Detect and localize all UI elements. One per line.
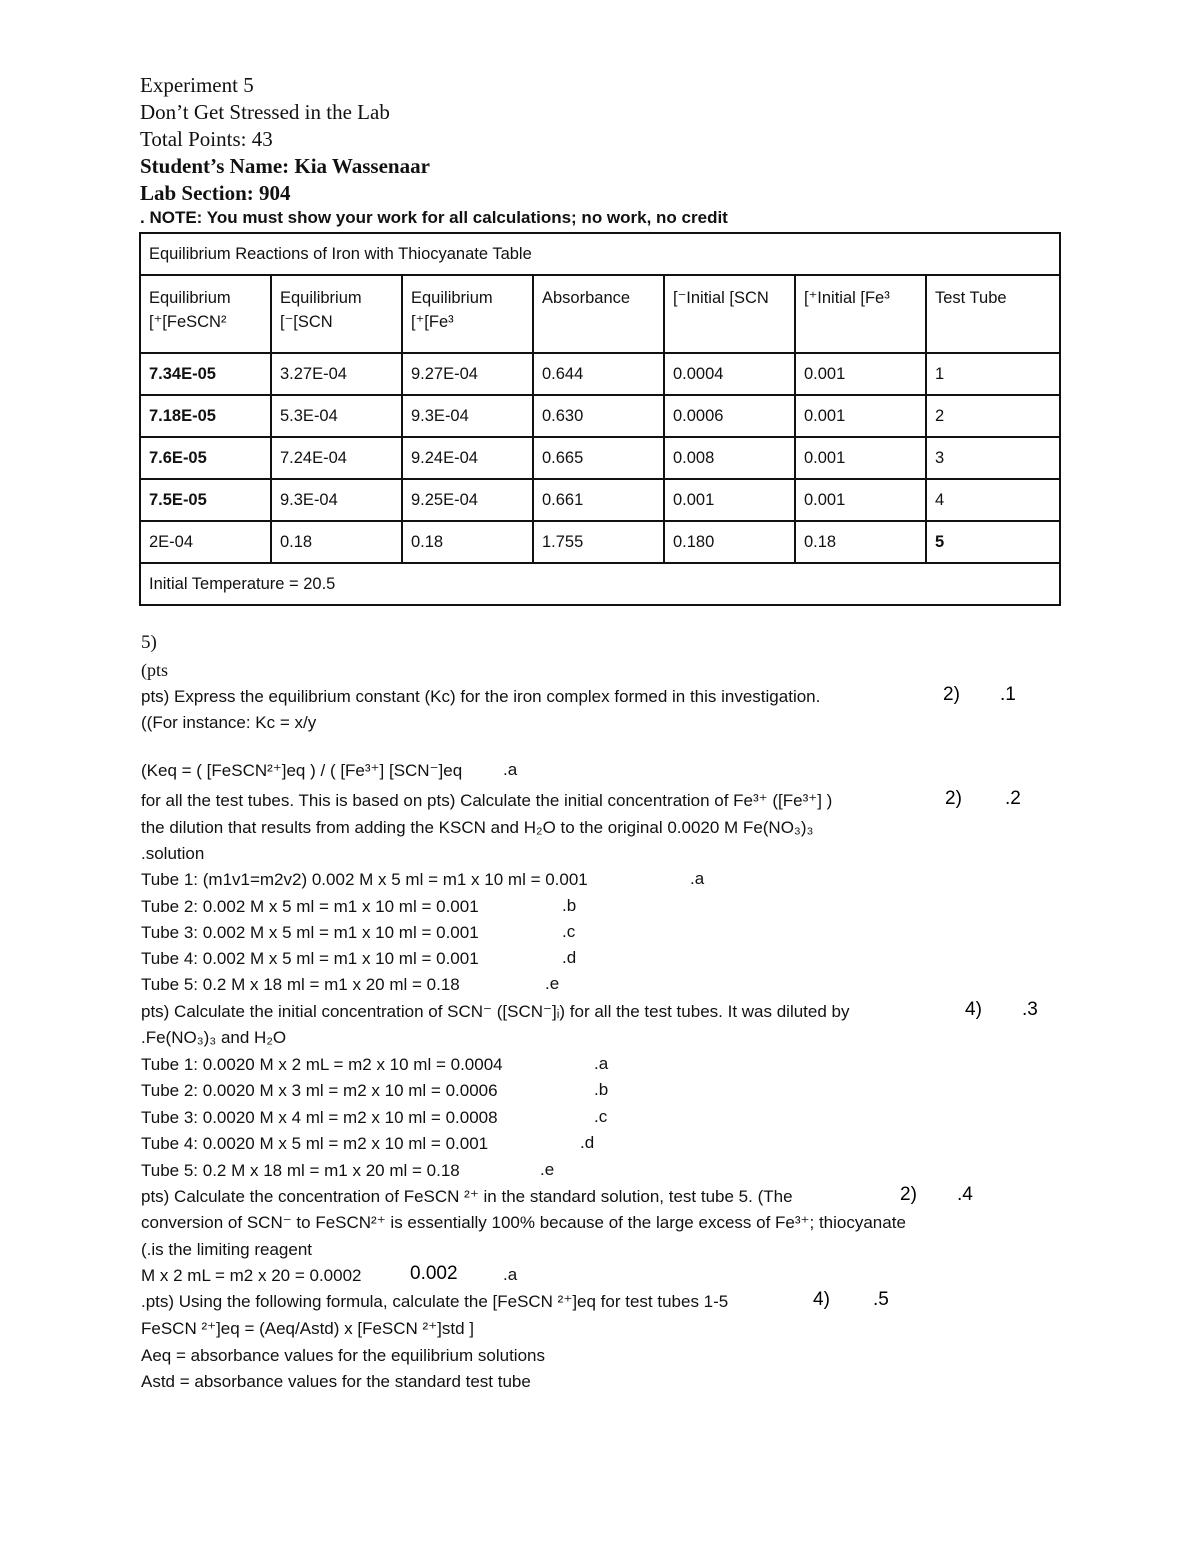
table-cell: 0.001: [664, 479, 795, 521]
formula: FeSCN ²⁺]eq = (Aeq/Astd) x [FeSCN ²⁺]std ]: [141, 1319, 475, 1338]
table-cell: 0.18: [795, 521, 926, 563]
fe-tube-2: Tube 2: 0.002 M x 5 ml = m1 x 10 ml = 0.001: [141, 897, 479, 916]
header-line: [⁺Initial [Fe³: [804, 289, 890, 307]
table-row: [140, 437, 1060, 479]
table-cell: 2: [926, 395, 1060, 437]
keq-expression: (Keq = ( [FeSCN²⁺]eq ) / ( [Fe³⁺] [SCN⁻]eq: [141, 761, 463, 780]
table-cell: 1: [926, 353, 1060, 395]
table-cell: 5.3E-04: [271, 395, 402, 437]
answer-letter: .a: [503, 760, 518, 779]
table-cell: 7.6E-05: [140, 437, 271, 479]
table-cell: 9.3E-04: [271, 479, 402, 521]
question-4-text: pts) Calculate the concentration of FeSCN ²⁺ in the standard solution, test tube 5. (The: [141, 1187, 793, 1206]
answer-letter: .c: [594, 1107, 608, 1126]
student-name: Student’s Name: Kia Wassenaar: [140, 154, 430, 178]
table-cell: 4: [926, 479, 1060, 521]
fe-tube-5: Tube 5: 0.2 M x 18 ml = m1 x 20 ml = 0.18: [141, 975, 460, 994]
table-title-row: [140, 233, 1060, 275]
table-title: Equilibrium Reactions of Iron with Thiocyanate Table: [140, 233, 1060, 275]
column-header: [402, 275, 533, 353]
table-cell: 7.5E-05: [140, 479, 271, 521]
table-row: [140, 521, 1060, 563]
table-cell: 3: [926, 437, 1060, 479]
table-cell: 0.661: [533, 479, 664, 521]
question-4-points: 2): [900, 1184, 917, 1205]
question-1-number: .1: [1000, 684, 1016, 705]
table-header-row: [140, 275, 1060, 353]
table-cell: 9.25E-04: [402, 479, 533, 521]
question-3-number: .3: [1022, 999, 1038, 1020]
answer-letter: .c: [562, 922, 576, 941]
total-points: Total Points: 43: [140, 127, 273, 151]
question-2-points: 2): [945, 788, 962, 809]
header-line: [⁺[Fe³: [411, 313, 454, 331]
fe-tube-3: Tube 3: 0.002 M x 5 ml = m1 x 10 ml = 0.001: [141, 923, 479, 942]
table-cell: 0.18: [271, 521, 402, 563]
table-row: [140, 479, 1060, 521]
question-1-text: pts) Express the equilibrium constant (Kc) for the iron complex formed in this investigation.: [141, 687, 821, 706]
question-5-points: 4): [813, 1289, 830, 1310]
table-cell: 0.0006: [664, 395, 795, 437]
answer-letter: .a: [690, 869, 705, 888]
question-2-text: for all the test tubes. This is based on pts) Calculate the initial concentration of Fe³⁺ ([Fe³⁺] ): [141, 791, 833, 810]
question-4-text-end: (.is the limiting reagent: [141, 1240, 313, 1259]
question-3-text: pts) Calculate the initial concentration of SCN⁻ ([SCN⁻]ᵢ) for all the test tubes. It was diluted by: [141, 1002, 850, 1021]
header-line: Absorbance: [542, 289, 631, 307]
table-cell: 0.001: [795, 437, 926, 479]
experiment-number: Experiment 5: [140, 73, 254, 97]
header-line: [⁻Initial [SCN: [673, 289, 769, 307]
header-line: Equilibrium: [149, 289, 231, 307]
scn-tube-5: Tube 5: 0.2 M x 18 ml = m1 x 20 ml = 0.18: [141, 1161, 460, 1180]
table-cell: 0.001: [795, 395, 926, 437]
table-cell: 9.24E-04: [402, 437, 533, 479]
fe-tube-4: Tube 4: 0.002 M x 5 ml = m1 x 10 ml = 0.001: [141, 949, 479, 968]
standard-calc: M x 2 mL = m2 x 20 = 0.0002: [141, 1266, 362, 1285]
table-row: [140, 395, 1060, 437]
question-4-text-cont: conversion of SCN⁻ to FeSCN²⁺ is essentially 100% because of the large excess of Fe³⁺; thiocyanate: [141, 1213, 906, 1232]
instance-line: ((For instance: Kc = x/y: [141, 713, 317, 732]
question-count: 5): [141, 632, 157, 653]
fe-tube-1: Tube 1: (m1v1=m2v2) 0.002 M x 5 ml = m1 x 10 ml = 0.001: [141, 870, 588, 889]
question-3-text-cont: .Fe(NO₃)₃ and H₂O: [141, 1028, 287, 1047]
table-cell: 0.001: [795, 353, 926, 395]
table-cell: 0.644: [533, 353, 664, 395]
standard-value: 0.002: [410, 1263, 458, 1284]
header-line: [⁺[FeSCN²: [149, 313, 227, 331]
table-footer-row: [140, 563, 1060, 605]
question-5-number: .5: [873, 1289, 889, 1310]
scn-tube-2: Tube 2: 0.0020 M x 3 ml = m2 x 10 ml = 0.0006: [141, 1081, 498, 1100]
table-cell: 0.630: [533, 395, 664, 437]
table-cell: 0.18: [402, 521, 533, 563]
question-4-number: .4: [957, 1184, 973, 1205]
column-header: [926, 275, 1060, 353]
table-cell: 3.27E-04: [271, 353, 402, 395]
column-header: [795, 275, 926, 353]
experiment-title: Don’t Get Stressed in the Lab: [140, 100, 390, 124]
header-line: [⁻[SCN: [280, 313, 333, 331]
answer-letter: .d: [562, 948, 577, 967]
note: . NOTE: You must show your work for all calculations; no work, no credit: [140, 208, 728, 227]
points-line: (pts: [141, 660, 168, 680]
scn-tube-4: Tube 4: 0.0020 M x 5 ml = m2 x 10 ml = 0.001: [141, 1134, 489, 1153]
table-cell: 9.27E-04: [402, 353, 533, 395]
scn-tube-3: Tube 3: 0.0020 M x 4 ml = m2 x 10 ml = 0.0008: [141, 1108, 498, 1127]
question-2-text-end: .solution: [141, 844, 205, 863]
table-cell: 0.008: [664, 437, 795, 479]
table-cell: 7.24E-04: [271, 437, 402, 479]
answer-letter: .e: [540, 1160, 555, 1179]
lab-section: Lab Section: 904: [140, 181, 291, 205]
table-cell: 1.755: [533, 521, 664, 563]
table-cell: 2E-04: [140, 521, 271, 563]
question-3-points: 4): [965, 999, 982, 1020]
initial-temperature: Initial Temperature = 20.5: [140, 563, 1060, 605]
table-cell: 0.180: [664, 521, 795, 563]
answer-letter: .b: [594, 1080, 609, 1099]
aeq-definition: Aeq = absorbance values for the equilibrium solutions: [141, 1346, 545, 1365]
question-2-number: .2: [1005, 788, 1021, 809]
question-1-points: 2): [943, 684, 960, 705]
header-line: Test Tube: [935, 289, 1007, 307]
table-cell: 9.3E-04: [402, 395, 533, 437]
header-line: Equilibrium: [411, 289, 493, 307]
table-cell: 0.001: [795, 479, 926, 521]
table-cell: 5: [926, 521, 1060, 563]
question-2-text-cont: the dilution that results from adding the KSCN and H₂O to the original 0.0020 M Fe(NO₃)₃: [141, 818, 814, 837]
answer-letter: .d: [580, 1133, 595, 1152]
header-line: Equilibrium: [280, 289, 362, 307]
answer-letter: .a: [594, 1054, 609, 1073]
column-header: [140, 275, 271, 353]
table-cell: 7.18E-05: [140, 395, 271, 437]
column-header: [533, 275, 664, 353]
table-cell: 0.665: [533, 437, 664, 479]
answer-letter: .e: [545, 974, 560, 993]
table-cell: 0.0004: [664, 353, 795, 395]
astd-definition: Astd = absorbance values for the standard test tube: [141, 1372, 531, 1391]
scn-tube-1: Tube 1: 0.0020 M x 2 mL = m2 x 10 ml = 0.0004: [141, 1055, 503, 1074]
table-row: [140, 353, 1060, 395]
table-cell: 7.34E-05: [140, 353, 271, 395]
answer-letter: .b: [562, 896, 577, 915]
answer-letter: .a: [503, 1265, 518, 1284]
column-header: [271, 275, 402, 353]
equilibrium-table: [139, 232, 1061, 606]
question-5-text: .pts) Using the following formula, calculate the [FeSCN ²⁺]eq for test tubes 1-5: [141, 1292, 729, 1311]
column-header: [664, 275, 795, 353]
